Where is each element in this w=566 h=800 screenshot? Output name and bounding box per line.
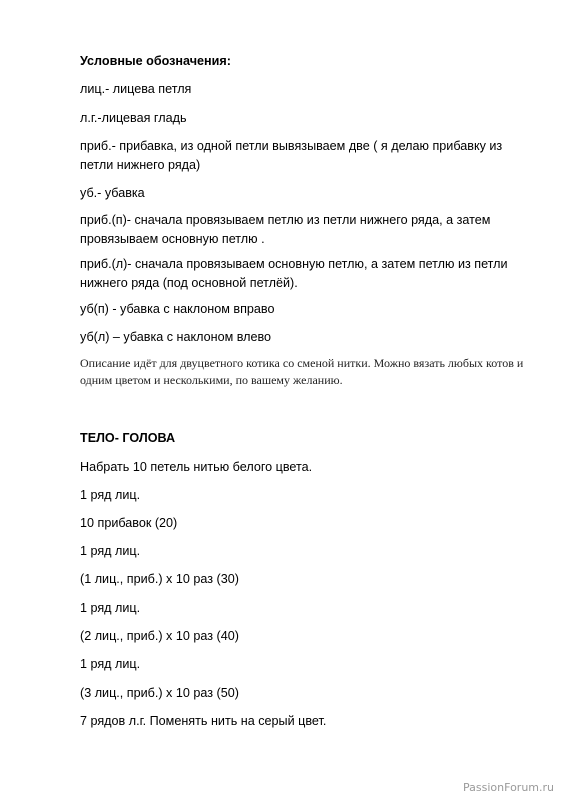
step-line: 1 ряд лиц. <box>80 488 141 502</box>
step-line: Набрать 10 петель нитью белого цвета. <box>80 460 313 474</box>
step-line: (3 лиц., приб.) х 10 раз (50) <box>80 686 239 700</box>
legend-item: л.г.-лицевая гладь <box>80 111 187 125</box>
step-line: 1 ряд лиц. <box>80 601 141 615</box>
legend-item: приб.(п)- сначала провязываем петлю из петли нижнего ряда, а затем провязываем основную петлю . <box>80 213 491 246</box>
site-watermark: PassionForum.ru <box>463 781 554 794</box>
step-line: 1 ряд лиц. <box>80 657 141 671</box>
step-line: 10 прибавок (20) <box>80 516 178 530</box>
legend-note: Описание идёт для двуцветного котика со сменой нитки. Можно вязать любых котов и одним цветом и несколькими, по вашему желанию. <box>80 356 524 387</box>
legend-item: уб.- убавка <box>80 186 145 200</box>
step-line: 1 ряд лиц. <box>80 544 141 558</box>
section-title: ТЕЛО- ГОЛОВА <box>80 431 176 445</box>
legend-item: приб.- прибавка, из одной петли вывязываем две ( я делаю прибавку из петли нижнего ряда) <box>80 139 503 172</box>
legend-item: приб.(л)- сначала провязываем основную петлю, а затем петлю из петли нижнего ряда (под основной петлёй). <box>80 257 508 290</box>
legend-item: лиц.- лицева петля <box>80 82 192 96</box>
legend-item: уб(п) - убавка с наклоном вправо <box>80 302 275 316</box>
legend-heading: Условные обозначения: <box>80 54 231 68</box>
step-line: 7 рядов л.г. Поменять нить на серый цвет. <box>80 714 327 728</box>
legend-item: уб(л) – убавка с наклоном влево <box>80 330 272 344</box>
step-line: (1 лиц., приб.) х 10 раз (30) <box>80 572 239 586</box>
step-line: (2 лиц., приб.) х 10 раз (40) <box>80 629 239 643</box>
